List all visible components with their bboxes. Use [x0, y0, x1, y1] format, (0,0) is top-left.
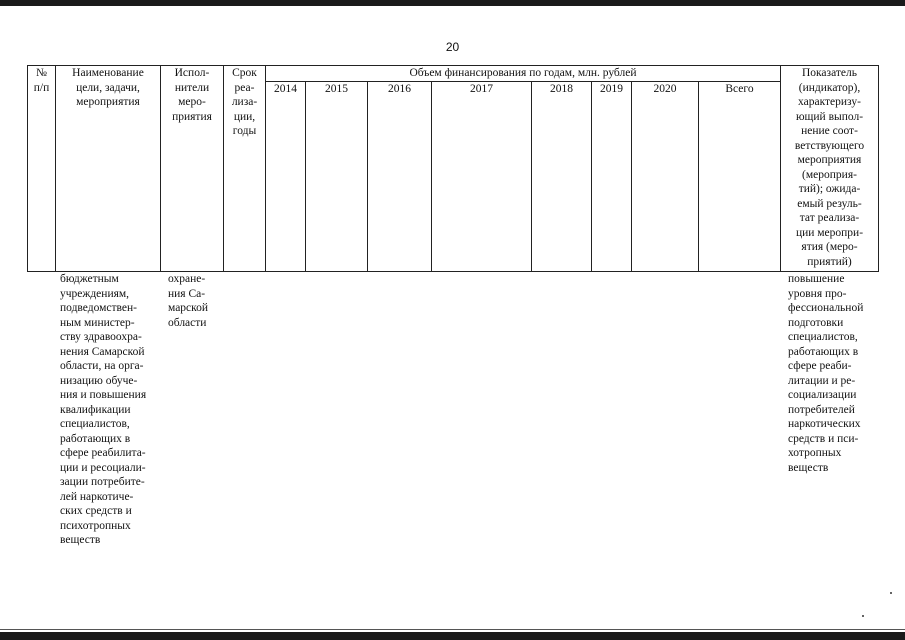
scan-speck [890, 592, 892, 594]
funding-table [27, 65, 879, 272]
bottom-scan-line [0, 629, 905, 630]
continuation-executors-text: охране- ния Са- марской области [168, 273, 209, 329]
bottom-scan-border [0, 632, 905, 640]
continuation-name-text: бюджетным учреждениям, подведомствен- ным министер- ству здравоохра- нения Самарской области, на орга- низацию обуче- ния и повышения квалификации специалистов, работающих в сфере реабилита- ции и ресоциали- зации потребите- лей наркотиче- ских средств и психотропных веществ [60, 273, 147, 546]
header-indicator: Показатель (индикатор), характеризу- ющий выпол- нение соот- ветствующего мероприятия (мероприя- тий); ожида- емый резуль- тат реализа- ции меропри- ятия (меро- приятий) [781, 66, 879, 272]
scan-speck [862, 615, 864, 617]
page-number: 20 [445, 40, 460, 54]
year-total: Всего [699, 81, 781, 271]
year-2016: 2016 [368, 81, 432, 271]
year-2020: 2020 [632, 81, 699, 271]
year-2017: 2017 [432, 81, 532, 271]
header-num: № п/п [28, 66, 56, 272]
header-term: Срок реа- лиза- ции, годы [224, 66, 266, 272]
year-2015: 2015 [306, 81, 368, 271]
header-name: Наименование цели, задачи, мероприятия [56, 66, 161, 272]
year-2019: 2019 [592, 81, 632, 271]
year-2014: 2014 [266, 81, 306, 271]
year-2018: 2018 [532, 81, 592, 271]
continuation-indicator-text: повышение уровня про- фессиональной подготовки специалистов, работающих в сфере реаби- литации и ре- социализации потребителей наркотических средств и пси- хотропных веществ [788, 273, 864, 474]
header-executors: Испол- нители меро- приятия [161, 66, 224, 272]
header-funding: Объем финансирования по годам, млн. рублей [266, 66, 781, 82]
top-scan-border [0, 0, 905, 6]
